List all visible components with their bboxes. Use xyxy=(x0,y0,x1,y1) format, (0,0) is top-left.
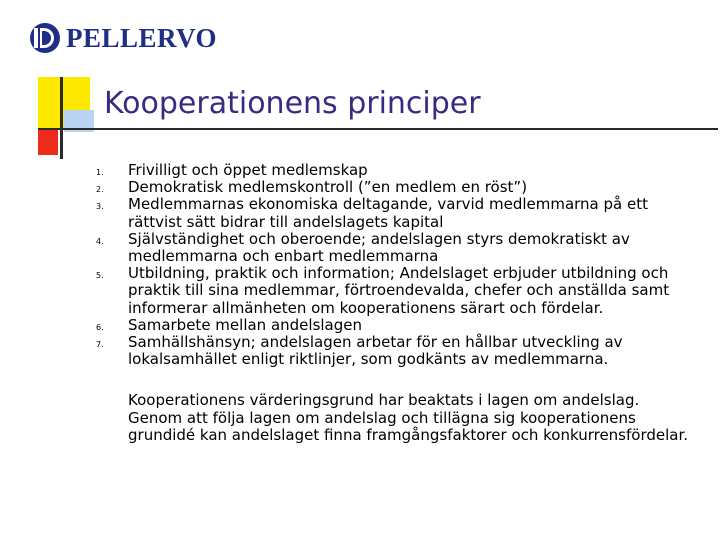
brand-logo xyxy=(28,20,217,56)
list-item-number: 6. xyxy=(96,322,104,332)
list-item-number: 7. xyxy=(96,340,104,350)
list-item xyxy=(96,179,696,196)
list-item-text: Samhällshänsyn; andelslagen arbetar för en hållbar utveckling av lokalsamhället enligt riktlinjer, som godkänts av medlemmarna. xyxy=(128,333,623,369)
list-item-text: Utbildning, praktik och information; Andelslaget erbjuder utbildning och praktik till sina medlemmar, förtroendevalda, chefer och anställda samt informerar allmänheten om kooperationens särart och fördelar. xyxy=(128,264,670,317)
list-item xyxy=(96,231,696,265)
list-item-text: Medlemmarnas ekonomiska deltagande, varvid medlemmarna på ett rättvist sätt bidrar till andelslagets kapital xyxy=(128,195,648,231)
brand-name: PELLERVO xyxy=(66,22,218,53)
list-item-number: 4. xyxy=(96,236,104,246)
slide-content xyxy=(96,162,696,459)
list-item-text: Frivilligt och öppet medlemskap xyxy=(128,161,368,179)
list-item xyxy=(96,317,696,334)
list-item-text: Samarbete mellan andelslagen xyxy=(128,315,363,334)
list-item xyxy=(96,334,696,368)
list-item-number: 2. xyxy=(96,185,104,195)
list-item-number: 3. xyxy=(96,202,104,212)
slide-title: Kooperationens principer xyxy=(104,86,481,121)
list-item xyxy=(96,265,696,317)
list-item xyxy=(96,162,696,179)
decor-vertical-line xyxy=(60,77,63,159)
list-item-number: 5. xyxy=(96,271,104,281)
list-item-number: 1. xyxy=(96,168,104,177)
decor-horizontal-line xyxy=(38,128,718,130)
decor-red-square xyxy=(38,130,58,155)
principles-list xyxy=(96,162,696,368)
list-item xyxy=(96,196,696,230)
pellervo-logo-icon xyxy=(28,21,62,55)
list-item-text: Självständighet och oberoende; andelslagen styrs demokratiskt av medlemmarna och enbart medlemmarna xyxy=(128,229,630,266)
summary-paragraph: Kooperationens värderingsgrund har beaktats i lagen om andelslag. Genom att följa lagen om andelslag och tillägna sig kooperationens grundidé kan andelslaget finna framgångsfaktorer och konkurrensfördelar. xyxy=(128,391,689,444)
list-item-text: Demokratisk medlemskontroll (”en medlem en röst”) xyxy=(128,178,528,197)
